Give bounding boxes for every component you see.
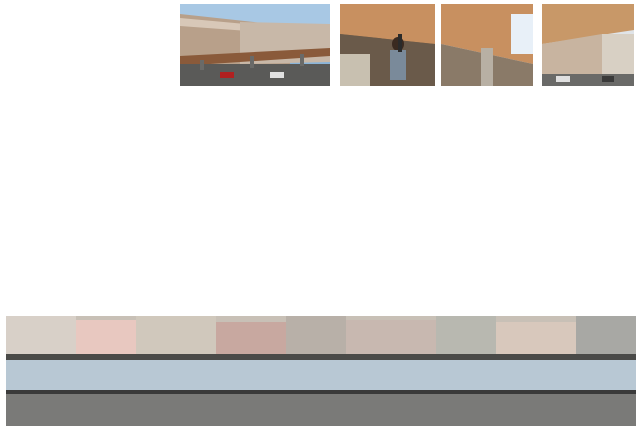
photo-overpass-street bbox=[180, 4, 330, 86]
abstract-block bbox=[6, 4, 174, 6]
photo-man-under-overpass bbox=[340, 4, 435, 86]
photo-overpass-perspective bbox=[542, 4, 634, 86]
photo-overpass-underside bbox=[441, 4, 533, 86]
overpass-panorama bbox=[6, 316, 636, 426]
color-analysis-chart bbox=[0, 138, 640, 304]
